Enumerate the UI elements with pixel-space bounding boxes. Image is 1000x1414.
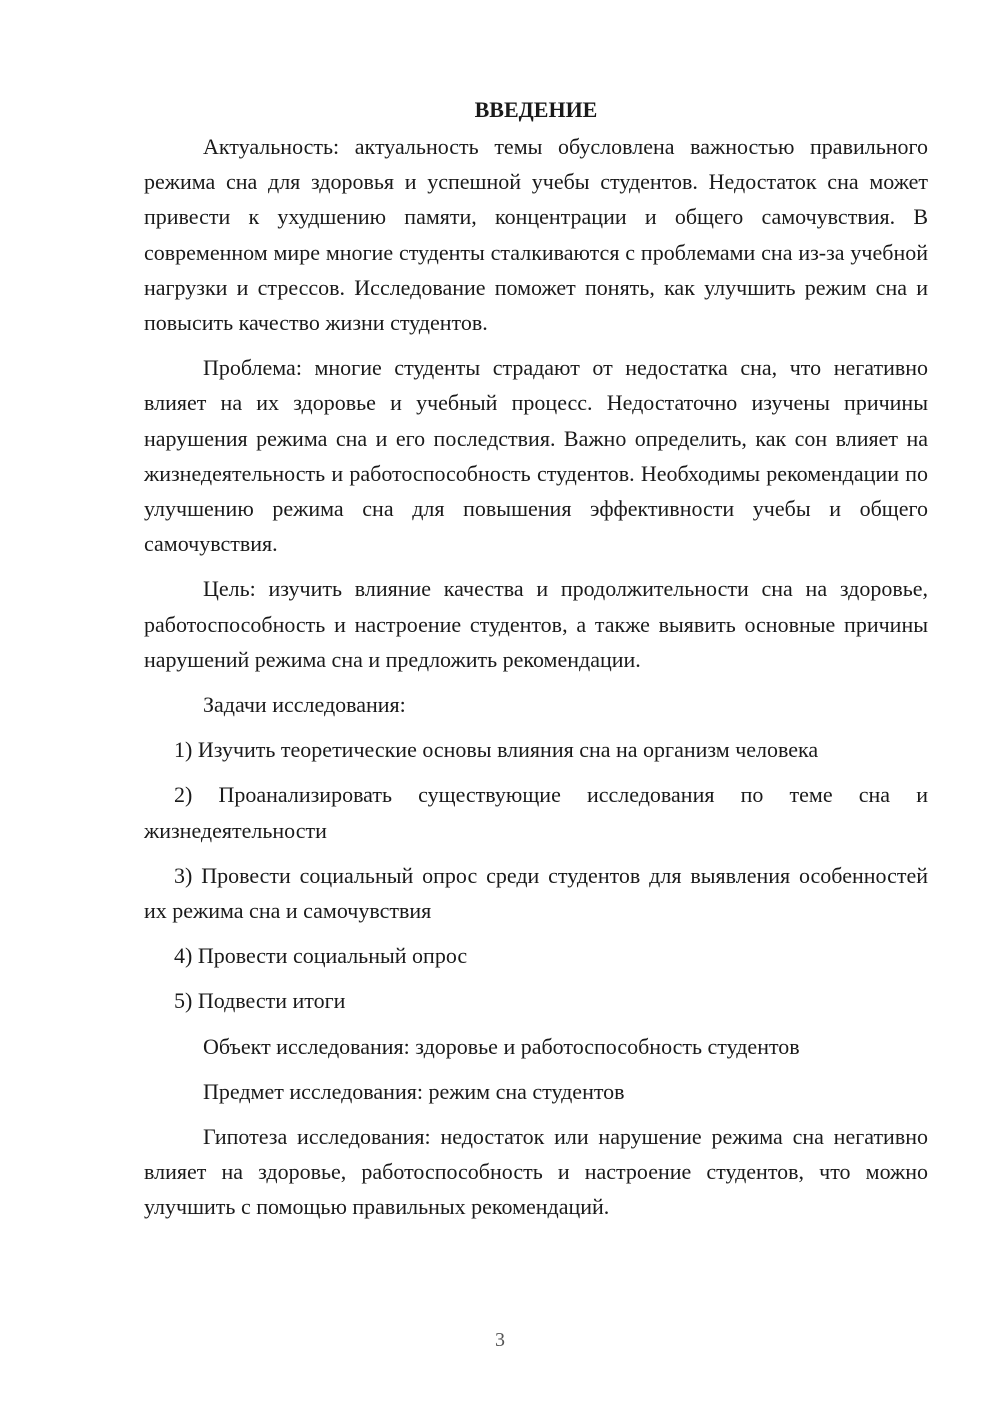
task-item-4: 4) Провести социальный опрос: [174, 943, 468, 969]
task-item-5: 5) Подвести итоги: [174, 988, 346, 1014]
page-number: 3: [495, 1329, 505, 1351]
hypothesis-paragraph: Гипотеза исследования: недостаток или нарушение режима сна негативно влияет на здоровье, работоспособность и настроение студентов, что можно улучшить с помощью правильных рекомендаций.: [144, 1124, 928, 1220]
subject-paragraph: Предмет исследования: режим сна студентов: [203, 1078, 625, 1104]
object-paragraph: Объект исследования: здоровье и работоспособность студентов: [203, 1033, 800, 1059]
goal-paragraph: Цель: изучить влияние качества и продолжительности сна на здоровье, работоспособность и настроение студентов, а также выявить основные причины нарушений режима сна и предложить рекомендации.: [144, 576, 928, 672]
task-item-1: 1) Изучить теоретические основы влияния сна на организм человека: [174, 737, 819, 763]
document-page: [144, 92, 928, 1225]
problem-paragraph: Проблема: многие студенты страдают от недостатка сна, что негативно влияет на их здоровье и учебный процесс. Недостаточно изучены причины нарушения режима сна и его последствия. Важно определить, как сон влияет на жизнедеятельность и работоспособность студентов. Необходимы рекомендации по улучшению режима сна для повышения эффективности учебы и общего самочувствия.: [144, 355, 928, 557]
task-item-3: 3) Провести социальный опрос среди студентов для выявления особенностей их режима сна и самочувствия: [144, 862, 928, 924]
relevance-paragraph: Актуальность: актуальность темы обусловлена важностью правильного режима сна для здоровья и успешной учебы студентов. Недостаток сна может привести к ухудшению памяти, концентрации и общего самочувствия. В современном мире многие студенты сталкиваются с проблемами сна из-за учебной нагрузки и стрессов. Исследование поможет понять, как улучшить режим сна и повысить качество жизни студентов.: [144, 134, 928, 336]
section-title: ВВЕДЕНИЕ: [474, 97, 598, 122]
task-item-2: 2) Проанализировать существующие исследования по теме сна и жизнедеятельности: [144, 782, 928, 843]
tasks-heading: Задачи исследования:: [203, 692, 406, 718]
